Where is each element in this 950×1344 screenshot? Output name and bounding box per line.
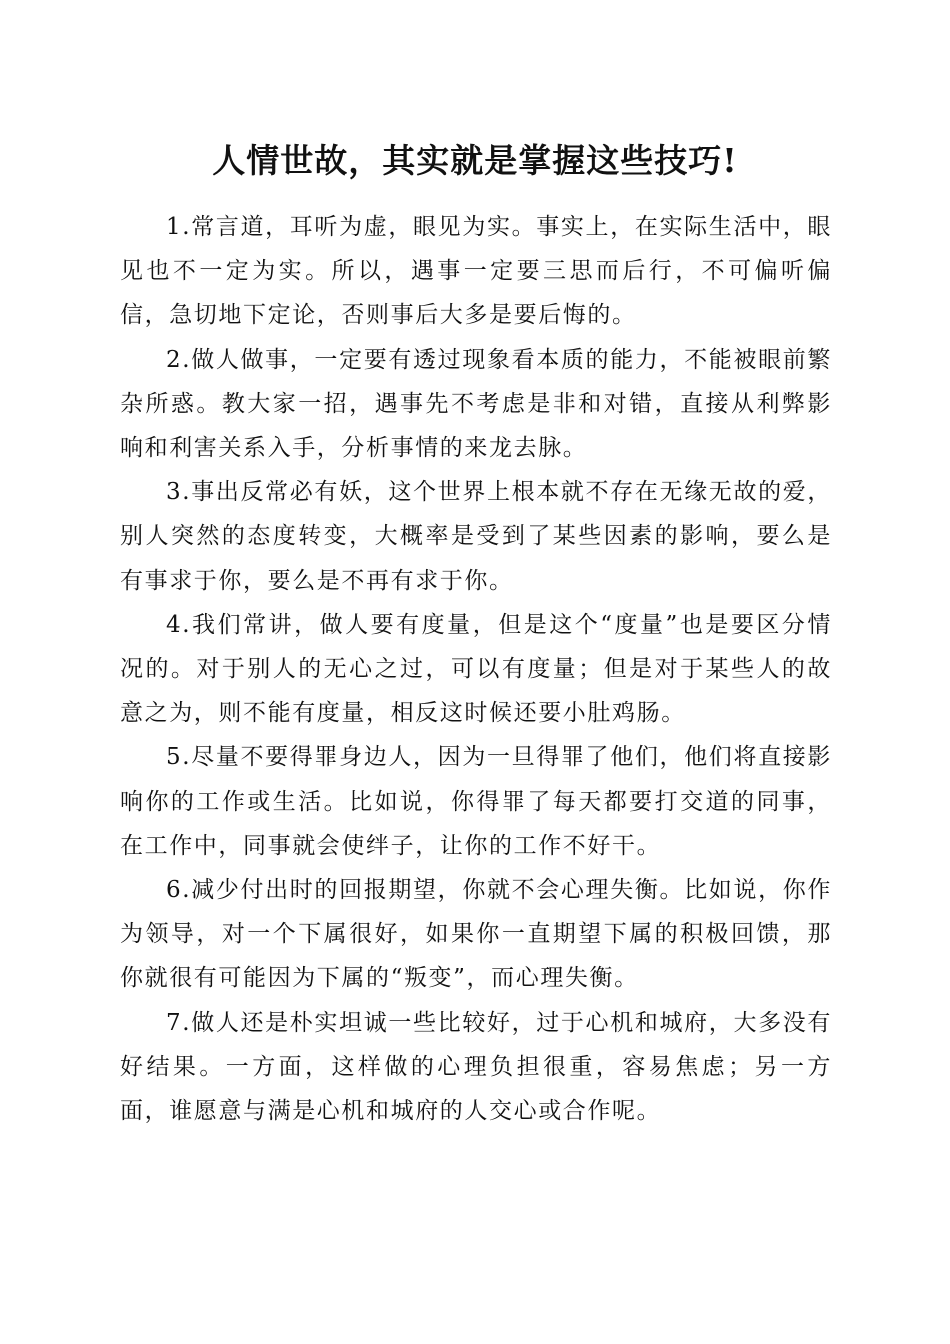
paragraph-1: 1.常言道，耳听为虚，眼见为实。事实上，在实际生活中，眼见也不一定为实。所以，遇事一定要三思而后行，不可偏听偏信，急切地下定论，否则事后大多是要后悔的。 [120,214,832,329]
paragraph-4: 4.我们常讲，做人要有度量，但是这个“度量”也是要区分情况的。对于别人的无心之过，可以有度量；但是对于某些人的故意之为，则不能有度量，相反这时候还要小肚鸡肠。 [120,611,832,727]
paragraph-6: 6.减少付出时的回报期望，你就不会心理失衡。比如说，你作为领导，对一个下属很好，如果你一直期望下属的积极回馈，那你就很有可能因为下属的“叛变”，而心理失衡。 [120,877,832,992]
paragraph-5: 5.尽量不要得罪身边人，因为一旦得罪了他们，他们将直接影响你的工作或生活。比如说，你得罪了每天都要打交道的同事，在工作中，同事就会使绊子，让你的工作不好干。 [120,744,832,859]
paragraph-3: 3.事出反常必有妖，这个世界上根本就不存在无缘无故的爱，别人突然的态度转变，大概率是受到了某些因素的影响，要么是有事求于你，要么是不再有求于你。 [120,479,832,594]
paragraph-7: 7.做人还是朴实坦诚一些比较好，过于心机和城府，大多没有好结果。一方面，这样做的心理负担很重，容易焦虑；另一方面，谁愿意与满是心机和城府的人交心或合作呢。 [120,1009,832,1125]
document-title: 人情世故，其实就是掌握这些技巧! [212,141,738,180]
document-body [120,205,832,1133]
paragraph-2: 2.做人做事，一定要有透过现象看本质的能力，不能被眼前繁杂所惑。教大家一招，遇事先不考虑是非和对错，直接从利弊影响和利害关系入手，分析事情的来龙去脉。 [120,346,832,462]
